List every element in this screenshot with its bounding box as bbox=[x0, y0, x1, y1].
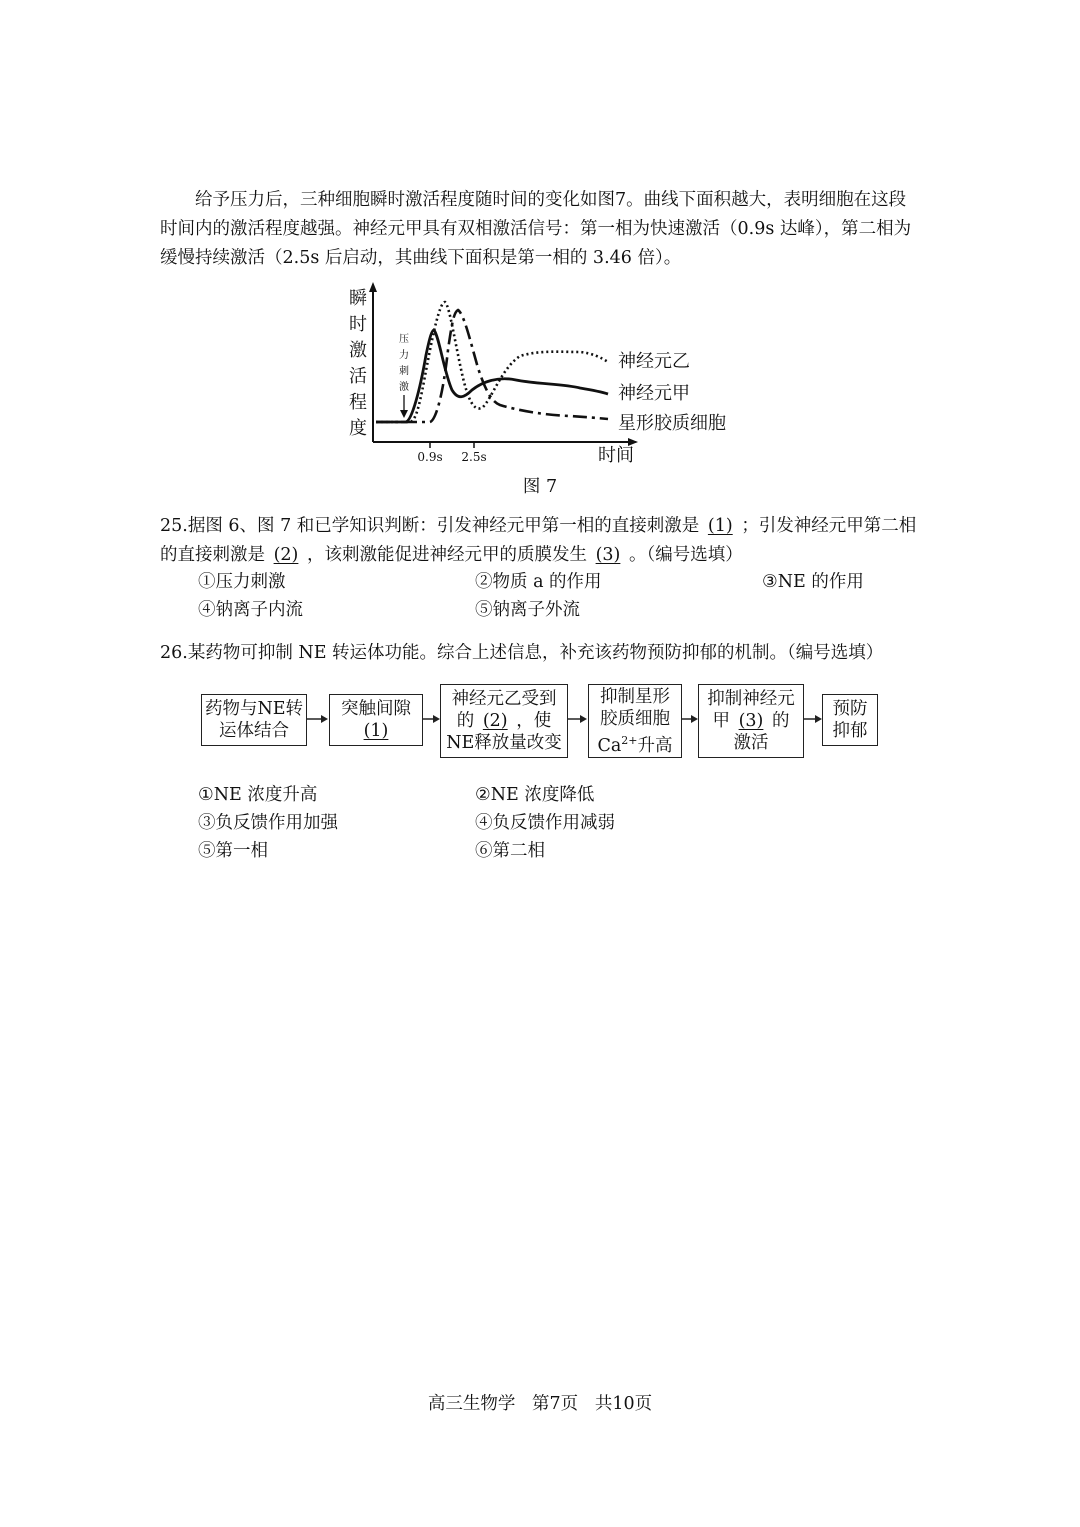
answer-blank-2[interactable]: (2) bbox=[273, 545, 299, 565]
stimulus-label-char: 力 bbox=[399, 350, 409, 361]
flow-box-neuron-b bbox=[440, 684, 568, 758]
flow-text: 神经元乙受到 bbox=[451, 689, 557, 709]
flow-arrow-icon bbox=[307, 712, 329, 726]
question-26-number: 26. bbox=[160, 643, 188, 663]
page-footer bbox=[0, 1390, 1080, 1415]
q25-option: ②物质 a 的作用 bbox=[475, 572, 602, 592]
flow-text: 胶质细胞 bbox=[600, 708, 670, 729]
legend-astrocyte: 星形胶质细胞 bbox=[618, 413, 726, 434]
footer-total: 共10页 bbox=[594, 1394, 653, 1414]
figure-7-chart bbox=[340, 280, 760, 470]
q25-option: ⑤钠离子外流 bbox=[475, 600, 580, 620]
flow-box-prevent-depression bbox=[822, 694, 878, 746]
q26-option: ④负反馈作用减弱 bbox=[475, 813, 615, 833]
q26-option: ①NE 浓度升高 bbox=[198, 785, 318, 805]
footer-subject: 高三生物学 bbox=[427, 1394, 516, 1414]
flow-text-line bbox=[457, 710, 552, 732]
legend-neuron-b: 神经元乙 bbox=[618, 351, 690, 372]
flow-text: ，使 bbox=[516, 711, 552, 731]
stimulus-label-char: 激 bbox=[399, 382, 409, 393]
q26-option: ⑤第一相 bbox=[198, 841, 268, 861]
question-25-text: 据图 6、图 7 和已学知识判断：引发神经元甲第一相的直接刺激是 bbox=[187, 516, 700, 536]
legend-neuron-a: 神经元甲 bbox=[618, 383, 690, 404]
flow-blank-2[interactable]: (2) bbox=[482, 711, 508, 731]
stimulus-arrow-icon bbox=[400, 410, 408, 418]
calcium-charge: 2+ bbox=[621, 733, 638, 747]
intro-text: 给予压力后，三种细胞瞬时激活程度随时间的变化如图7。曲线下面积越大，表明细胞在这段时间内的激活程度越强。神经元甲具有双相激活信号：第一相为快速激活（0.9s 达峰），第二相为缓慢持续激活（2.5s 后启动，其曲线下面积是第一相的 3.46 倍）。 bbox=[160, 190, 912, 268]
flow-arrow-icon bbox=[803, 712, 823, 726]
y-axis-label-char: 度 bbox=[349, 418, 367, 439]
question-25 bbox=[160, 512, 922, 570]
question-25-text: ，该刺激能促进神经元甲的质膜发生 bbox=[307, 545, 587, 565]
flow-box-drug-binding bbox=[201, 694, 307, 746]
flow-text: 甲 bbox=[712, 711, 730, 731]
flow-text: 抑郁 bbox=[832, 721, 868, 741]
q26-option: ⑥第二相 bbox=[475, 841, 545, 861]
answer-blank-1[interactable]: (1) bbox=[707, 516, 733, 536]
flow-text: Ca bbox=[597, 735, 622, 756]
question-25-number: 25. bbox=[160, 516, 188, 536]
flow-text: 升高 bbox=[637, 735, 673, 756]
curve-neuron-b bbox=[376, 302, 608, 422]
flow-text: 抑制神经元 bbox=[707, 689, 795, 709]
flow-arrow-icon bbox=[568, 712, 588, 726]
flow-text: 激活 bbox=[733, 733, 769, 753]
x-tick-label: 2.5s bbox=[461, 450, 487, 464]
flow-text: 药物与NE转 bbox=[204, 699, 304, 719]
q26-option: ③负反馈作用加强 bbox=[198, 813, 338, 833]
footer-page: 第7页 bbox=[532, 1394, 579, 1414]
y-axis-label-char: 瞬 bbox=[349, 288, 367, 309]
flow-arrow-icon bbox=[423, 712, 441, 726]
flow-text: 的 bbox=[456, 711, 475, 731]
question-25-text: ；引发神经元甲第二相的直接刺激是 bbox=[160, 516, 917, 565]
question-25-text: 。（编号选填） bbox=[629, 545, 743, 565]
q25-option: ①压力刺激 bbox=[198, 572, 286, 592]
curve-astrocyte bbox=[376, 310, 608, 422]
flow-text: NE释放量改变 bbox=[446, 733, 562, 753]
q25-option: ③NE 的作用 bbox=[762, 572, 864, 592]
flow-box-astrocyte bbox=[588, 684, 682, 758]
flow-text: 运体结合 bbox=[219, 721, 289, 741]
y-axis-arrow-icon bbox=[369, 282, 377, 292]
y-axis-label-char: 活 bbox=[349, 366, 367, 387]
flow-blank-3[interactable]: (3) bbox=[738, 711, 764, 731]
x-tick-label: 0.9s bbox=[417, 450, 443, 464]
flow-arrow-icon bbox=[681, 712, 699, 726]
figure-7-caption: 图 7 bbox=[522, 477, 558, 497]
curve-neuron-a bbox=[376, 330, 608, 422]
q26-option: ②NE 浓度降低 bbox=[475, 785, 595, 805]
flow-box-synaptic-cleft bbox=[329, 694, 423, 746]
stimulus-label-char: 压 bbox=[399, 334, 409, 345]
flow-text: 预防 bbox=[832, 699, 868, 719]
stimulus-label-char: 刺 bbox=[399, 366, 409, 377]
question-26-text: 某药物可抑制 NE 转运体功能。综合上述信息，补充该药物预防抑郁的机制。（编号选填） bbox=[187, 643, 884, 663]
intro-paragraph bbox=[160, 186, 922, 273]
y-axis-label-char: 激 bbox=[349, 340, 367, 361]
flow-text-line bbox=[713, 710, 790, 732]
flow-blank-1[interactable]: (1) bbox=[363, 721, 389, 741]
y-axis-label-char: 时 bbox=[349, 314, 367, 335]
q25-option: ④钠离子内流 bbox=[198, 600, 303, 620]
question-26 bbox=[160, 639, 922, 668]
y-axis-label-char: 程 bbox=[349, 392, 367, 413]
x-axis-label: 时间 bbox=[598, 445, 634, 466]
flow-text-line bbox=[597, 730, 672, 757]
answer-blank-3[interactable]: (3) bbox=[595, 545, 621, 565]
flow-text: 的 bbox=[772, 711, 790, 731]
flow-text: 抑制星形 bbox=[600, 686, 670, 707]
flow-text: 突触间隙 bbox=[341, 699, 411, 719]
flow-box-neuron-a bbox=[698, 684, 804, 758]
